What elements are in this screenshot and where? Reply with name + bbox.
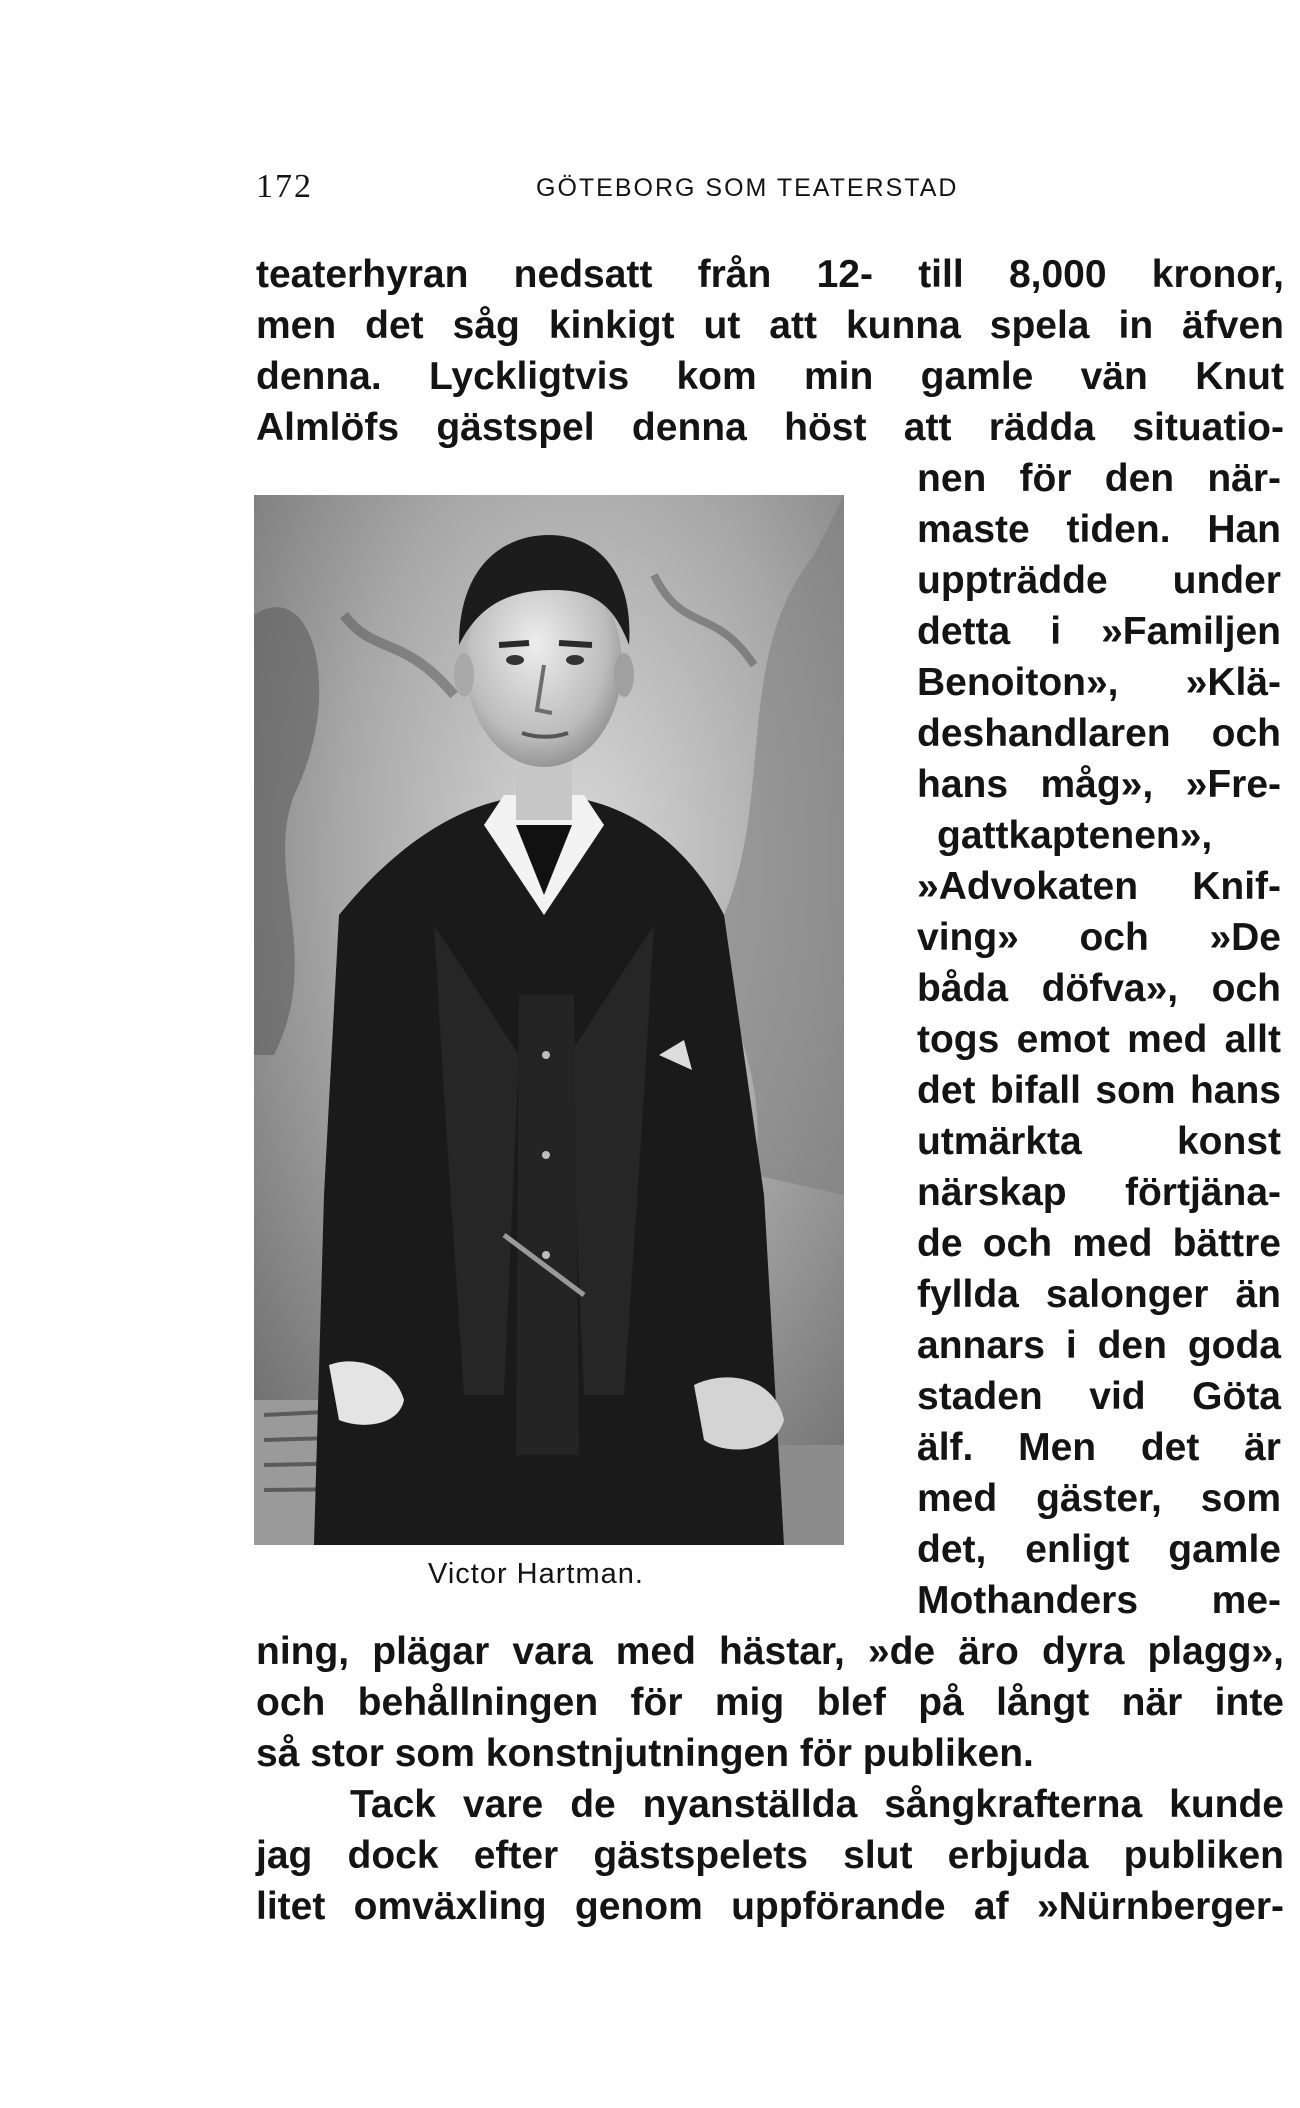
side-line: ving» och »De xyxy=(917,916,1281,959)
body-line: så stor som konstnjutningen för publiken. xyxy=(256,1732,1034,1775)
running-title: GÖTEBORG SOM TEATERSTAD xyxy=(536,174,959,202)
side-line: med gäster, som xyxy=(917,1477,1281,1520)
side-line: Mothanders me- xyxy=(917,1579,1281,1622)
body-line: Tack vare de nyanställda sångkrafterna kunde xyxy=(350,1783,1284,1826)
side-line: utmärkta konst xyxy=(917,1120,1281,1163)
side-line: gattkaptenen», xyxy=(937,814,1213,857)
body-line: men det såg kinkigt ut att kunna spela in äfven xyxy=(256,304,1284,347)
body-line: teaterhyran nedsatt från 12- till 8,000 kronor, xyxy=(256,253,1284,296)
side-line: de och med bättre xyxy=(917,1222,1281,1265)
side-line: maste tiden. Han xyxy=(917,508,1281,551)
side-line: närskap förtjäna- xyxy=(917,1171,1281,1214)
portrait-photo xyxy=(254,495,844,1545)
side-line: nen för den när- xyxy=(917,457,1281,500)
side-line: det, enligt gamle xyxy=(917,1528,1281,1571)
side-line: Benoiton», »Klä- xyxy=(917,661,1281,704)
side-line: fyllda salonger än xyxy=(917,1273,1281,1316)
side-line: togs emot med allt xyxy=(917,1018,1281,1061)
side-line: annars i den goda xyxy=(917,1324,1281,1367)
body-line: ning, plägar vara med hästar, »de äro dyra plagg», xyxy=(256,1630,1284,1673)
body-line: Almlöfs gästspel denna höst att rädda situatio- xyxy=(256,406,1284,449)
page-number: 172 xyxy=(256,168,313,205)
body-line: litet omväxling genom uppförande af »Nürnberger- xyxy=(256,1885,1284,1928)
side-line: hans måg», »Fre- xyxy=(917,763,1281,806)
photo-caption: Victor Hartman. xyxy=(428,1558,644,1590)
side-line: båda döfva», och xyxy=(917,967,1281,1010)
side-line: uppträdde under xyxy=(917,559,1281,602)
body-line: och behållningen för mig blef på långt när inte xyxy=(256,1681,1284,1724)
side-line: staden vid Göta xyxy=(917,1375,1281,1418)
side-line: det bifall som hans xyxy=(917,1069,1281,1112)
side-line: älf. Men det är xyxy=(917,1426,1281,1469)
body-line: jag dock efter gästspelets slut erbjuda publiken xyxy=(256,1834,1284,1877)
body-line: denna. Lyckligtvis kom min gamle vän Knut xyxy=(256,355,1284,398)
running-header xyxy=(0,168,1300,204)
side-line: deshandlaren och xyxy=(917,712,1281,755)
side-line: detta i »Familjen xyxy=(917,610,1281,653)
side-line: »Advokaten Knif- xyxy=(917,865,1281,908)
